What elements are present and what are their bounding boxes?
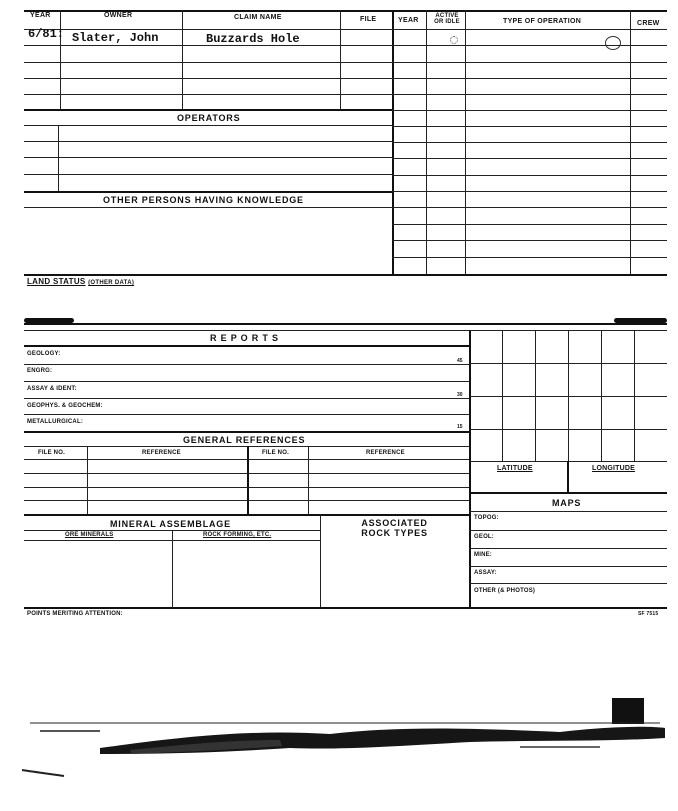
report-geology: GEOLOGY: — [27, 351, 61, 357]
longitude-label: LONGITUDE — [592, 465, 636, 472]
ref-file-no-1: FILE NO. — [38, 450, 65, 456]
general-references-title: GENERAL REFERENCES — [183, 435, 306, 445]
header-active-line1: ACTIVE — [435, 13, 459, 19]
map-assay: ASSAY: — [474, 570, 497, 576]
associated-line2: ROCK TYPES — [361, 528, 428, 538]
ref-file-no-2: FILE NO. — [262, 450, 289, 456]
header-file: FILE — [360, 16, 377, 23]
land-status-title — [27, 277, 134, 286]
maps-title: MAPS — [552, 498, 582, 508]
header-owner: OWNER — [104, 12, 133, 19]
points-meriting-attention: POINTS MERITING ATTENTION: — [27, 611, 123, 617]
rock-forming: ROCK FORMING, ETC. — [203, 532, 272, 538]
entry-claim-name: Buzzards Hole — [206, 32, 300, 46]
ref-reference-2: REFERENCE — [366, 450, 405, 456]
mark-30: 30 — [457, 392, 463, 398]
ref-reference-1: REFERENCE — [142, 450, 181, 456]
report-geophys: GEOPHYS. & GEOCHEM: — [27, 403, 103, 409]
form-number: SF 7515 — [638, 611, 659, 617]
map-topog: TOPOG: — [474, 515, 499, 521]
map-geol: GEOL: — [474, 534, 494, 540]
mark-45: 45 — [457, 358, 463, 364]
report-assay: ASSAY & IDENT: — [27, 386, 77, 392]
ore-minerals: ORE MINERALS — [65, 532, 114, 538]
report-metallurgical: METALLURGICAL: — [27, 419, 84, 425]
header-crew: CREW — [637, 20, 660, 27]
reports-title: R E P O R T S — [210, 333, 279, 343]
active-circle-mark — [450, 36, 458, 44]
mark-15: 15 — [457, 424, 463, 430]
crew-circle-mark — [605, 36, 621, 50]
report-engrg: ENGRG: — [27, 368, 53, 374]
scan-smudge — [0, 690, 678, 811]
latitude-label: LATITUDE — [497, 465, 533, 472]
land-status-label: LAND STATUS — [27, 277, 86, 286]
associated-rock-types — [320, 518, 469, 538]
header-type-of-operation: TYPE OF OPERATION — [503, 18, 582, 25]
land-status-sub: (OTHER DATA) — [88, 280, 135, 286]
associated-line1: ASSOCIATED — [361, 518, 428, 528]
header-year-2: YEAR — [398, 17, 419, 24]
header-active-or-idle — [428, 13, 466, 25]
entry-year: 6/81: — [28, 27, 65, 41]
header-active-line2: OR IDLE — [434, 19, 460, 25]
header-claim-name: CLAIM NAME — [234, 14, 282, 21]
map-other: OTHER (& PHOTOS) — [474, 588, 536, 594]
map-mine: MINE: — [474, 552, 492, 558]
entry-owner: Slater, John — [72, 31, 159, 45]
mineral-assemblage-title: MINERAL ASSEMBLAGE — [110, 519, 231, 529]
operators-title: OPERATORS — [177, 113, 241, 123]
header-year: YEAR — [30, 12, 51, 19]
other-persons-title: OTHER PERSONS HAVING KNOWLEDGE — [103, 195, 304, 205]
